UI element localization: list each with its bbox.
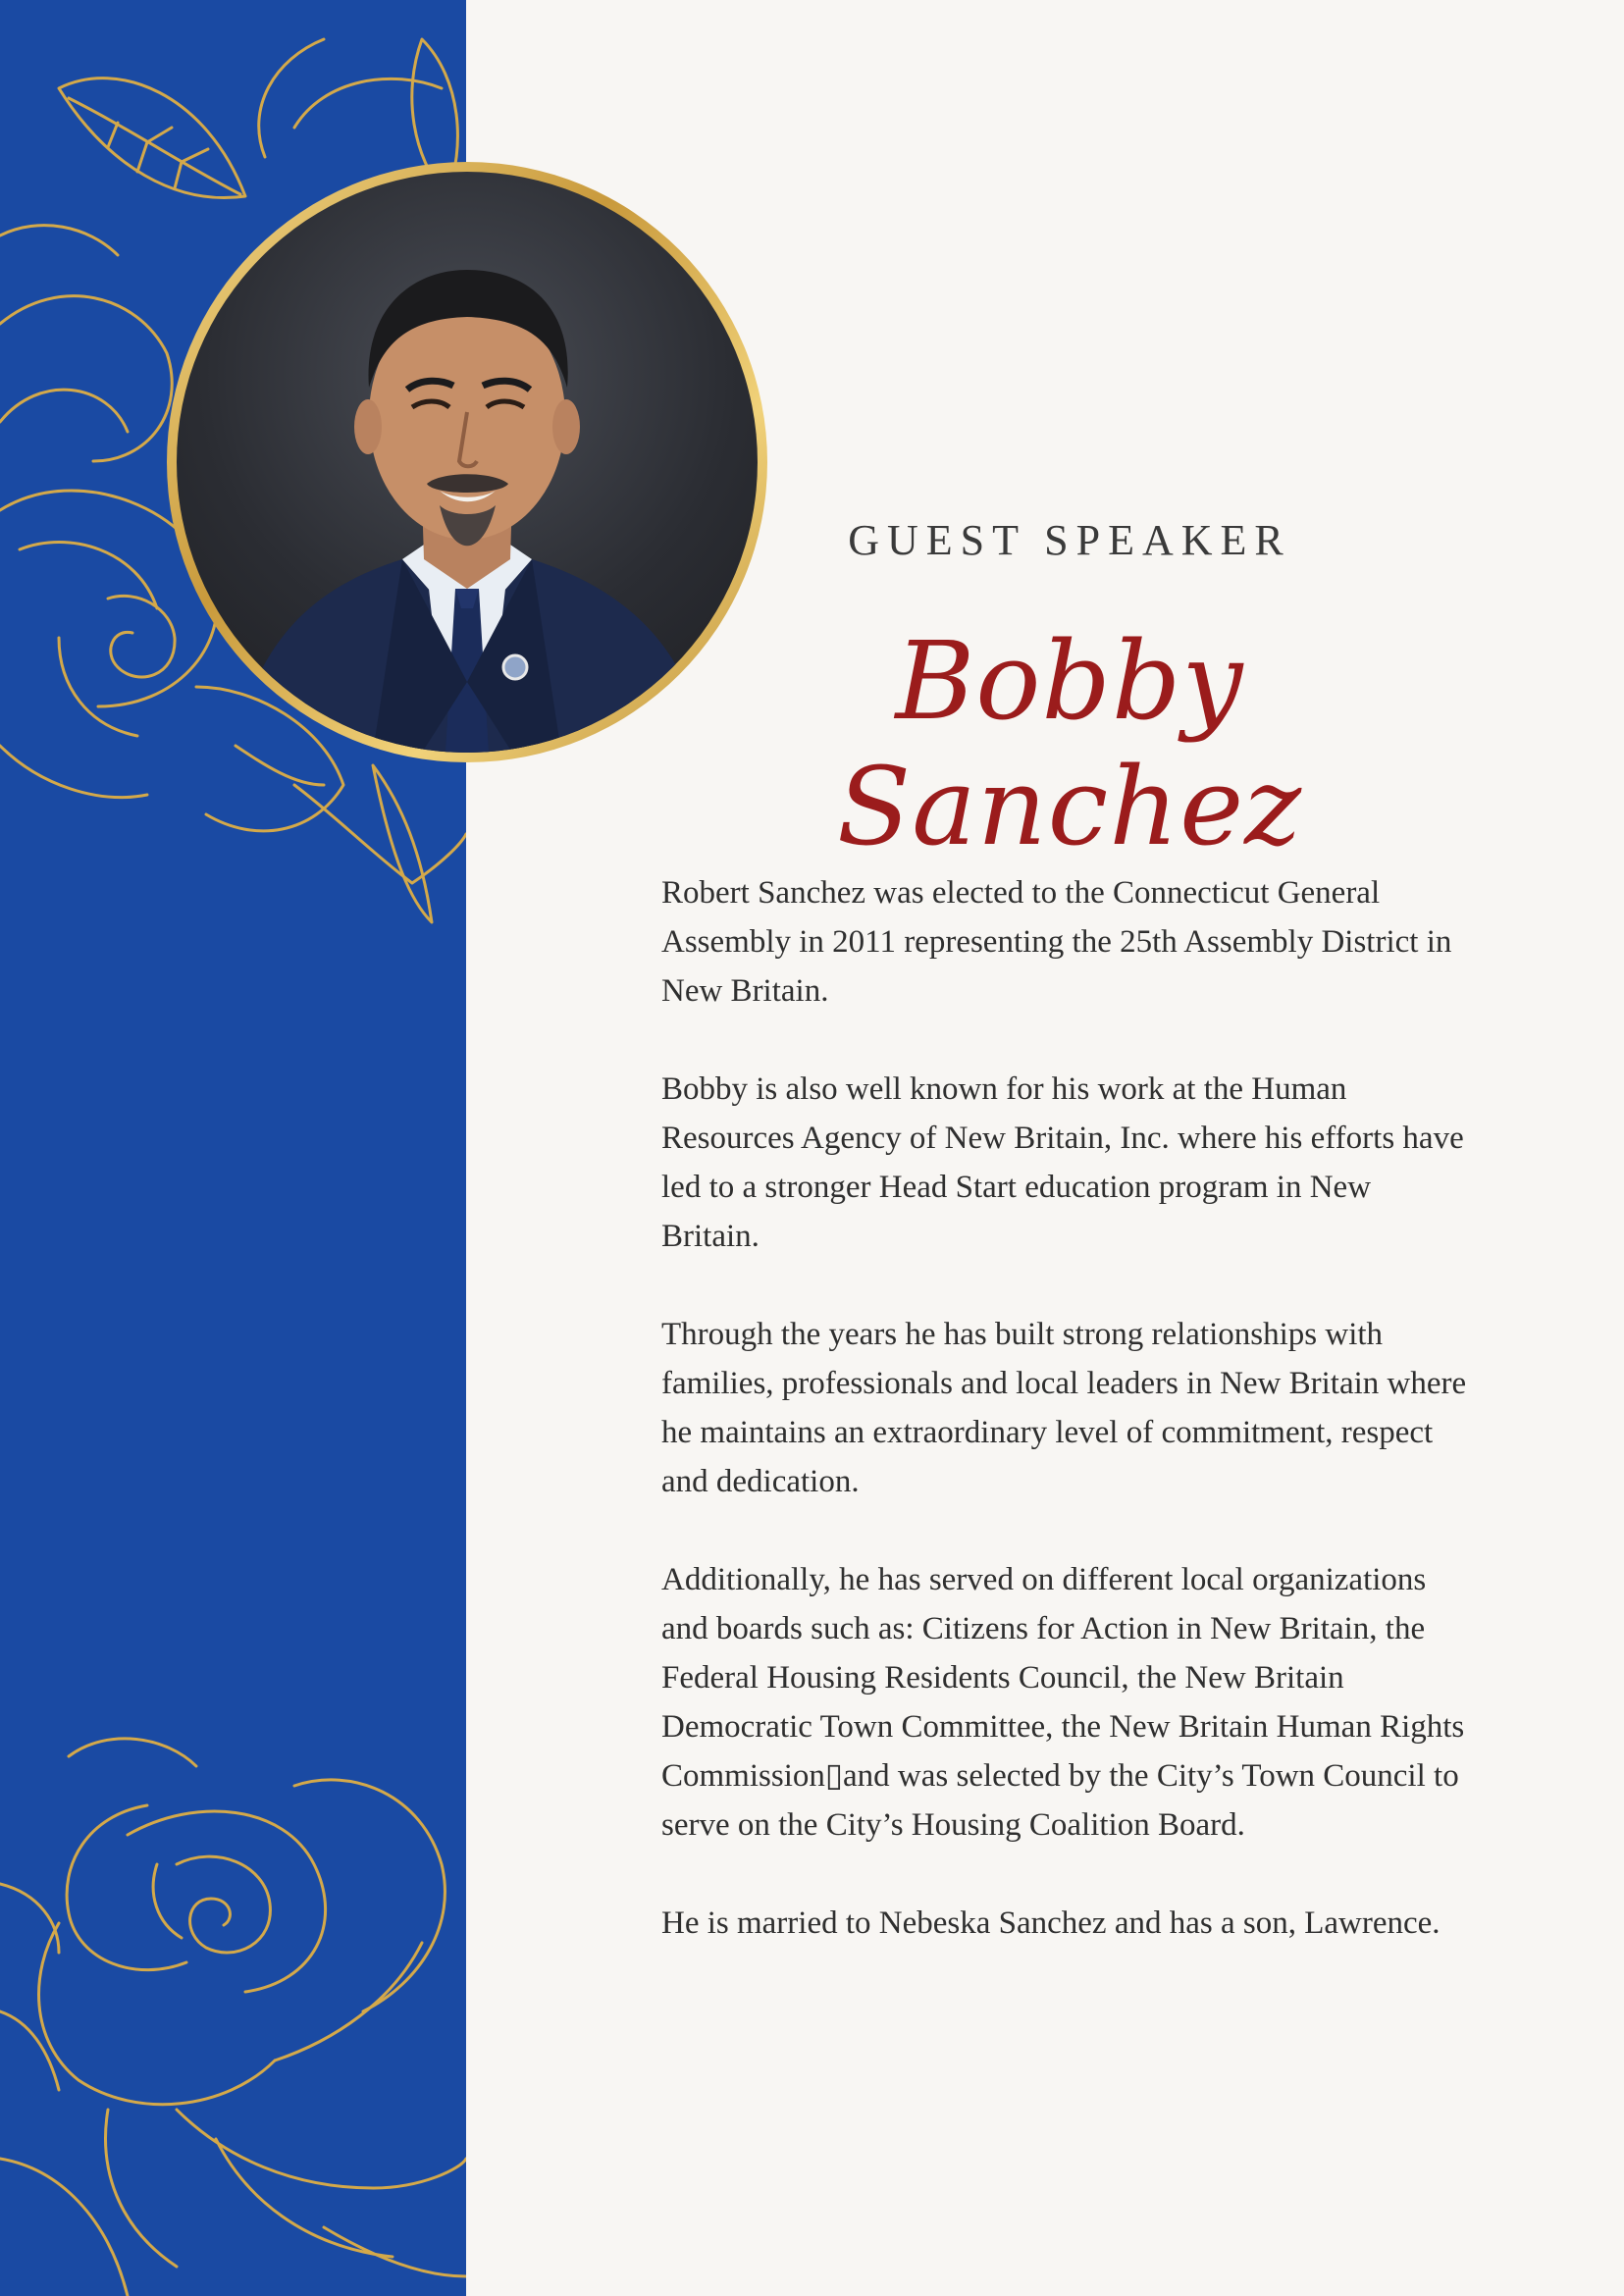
speaker-bio [661,868,1476,1997]
bio-paragraph: He is married to Nebeska Sanchez and has a son, Lawrence. [661,1905,1441,1941]
bio-paragraph: Additionally, he has served on different local organizations and boards such as: Citizens for Action in New Britain, the Federal Housing Residents Council, the New Britain Democratic Town Committee, the New Britain Human Rights Commission▯and was selected by the City’s Town Council to serve on the City’s Housing Coalition Board. [661,1562,1465,1843]
bio-paragraph: Through the years he has built strong relationships with families, professionals and local leaders in New Britain where he maintains an extraordinary level of commitment, respect and dedication. [661,1317,1467,1499]
speaker-kicker: GUEST SPEAKER [848,516,1291,564]
speaker-photo-icon [177,172,758,753]
speaker-name: Bobby Sanchez [836,618,1303,869]
bio-paragraph: Bobby is also well known for his work at the Human Resources Agency of New Britain, Inc. where his efforts have led to a stronger Head Start education program in New Britain. [661,1071,1464,1254]
bio-paragraph: Robert Sanchez was elected to the Connecticut General Assembly in 2011 representing the 25th Assembly District in New Britain. [661,875,1452,1009]
speaker-portrait [177,172,758,753]
